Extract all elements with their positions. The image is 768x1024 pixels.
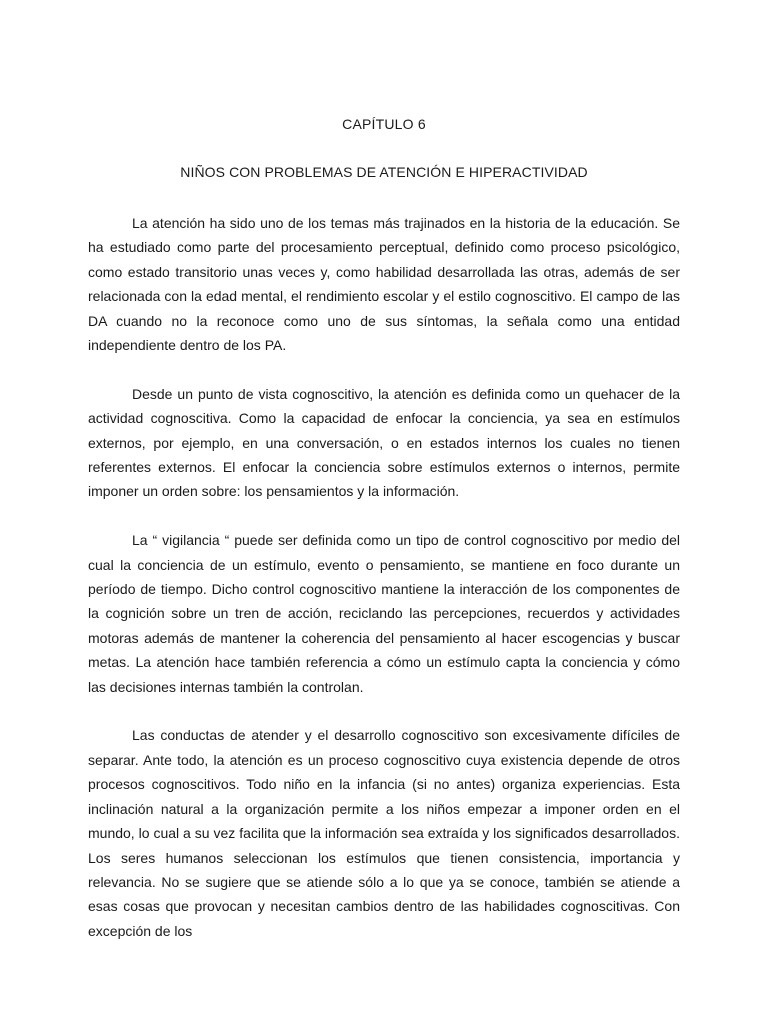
- chapter-heading: CAPÍTULO 6: [342, 116, 426, 132]
- paragraph-4: Las conductas de atender y el desarrollo cognoscitivo son excesivamente difíciles de separar. Ante todo, la atención es un proceso cognoscitivo cuya existencia depende de otros procesos cognoscitivos. Todo niño en la infancia (si no antes) organiza experiencias. Esta inclinación natural a la organización permite a los niños empezar a imponer orden en el mundo, lo cual a su vez facilita que la información sea extraída y los significados desarrollados. Los seres humanos seleccionan los estímulos que tienen consistencia, importancia y relevancia. No se sugiere que se atiende sólo a lo que ya se conoce, también se atiende a esas cosas que provocan y necesitan cambios dentro de las habilidades cognoscitivas. Con excepción de los: [88, 727, 680, 939]
- paragraph-1: La atención ha sido uno de los temas más trajinados en la historia de la educación. Se ha estudiado como parte del procesamiento perceptual, definido como proceso psicológico, como estado transitorio unas veces y, como habilidad desarrollada las otras, además de ser relacionada con la edad mental, el rendimiento escolar y el estilo cognoscitivo. El campo de las DA cuando no la reconoce como uno de sus síntomas, la señala como una entidad independiente dentro de los PA.: [88, 215, 680, 354]
- body-text: [88, 211, 680, 968]
- chapter-title: NIÑOS CON PROBLEMAS DE ATENCIÓN E HIPERACTIVIDAD: [180, 164, 588, 180]
- paragraph-2: Desde un punto de vista cognoscitivo, la atención es definida como un quehacer de la actividad cognoscitiva. Como la capacidad de enfocar la conciencia, ya sea en estímulos externos, por ejemplo, en una conversación, o en estados internos los cuales no tienen referentes externos. El enfocar la conciencia sobre estímulos externos o internos, permite imponer un orden sobre: los pensamientos y la información.: [88, 385, 680, 500]
- paragraph-3: La “ vigilancia “ puede ser definida como un tipo de control cognoscitivo por medio del cual la conciencia de un estímulo, evento o pensamiento, se mantiene en foco durante un período de tiempo. Dicho control cognoscitivo mantiene la interacción de los componentes de la cognición sobre un tren de acción, reciclando las percepciones, recuerdos y actividades motoras además de mantener la coherencia del pensamiento al hacer escogencias y buscar metas. La atención hace también referencia a cómo un estímulo capta la conciencia y cómo las decisiones internas también la controlan.: [88, 532, 680, 695]
